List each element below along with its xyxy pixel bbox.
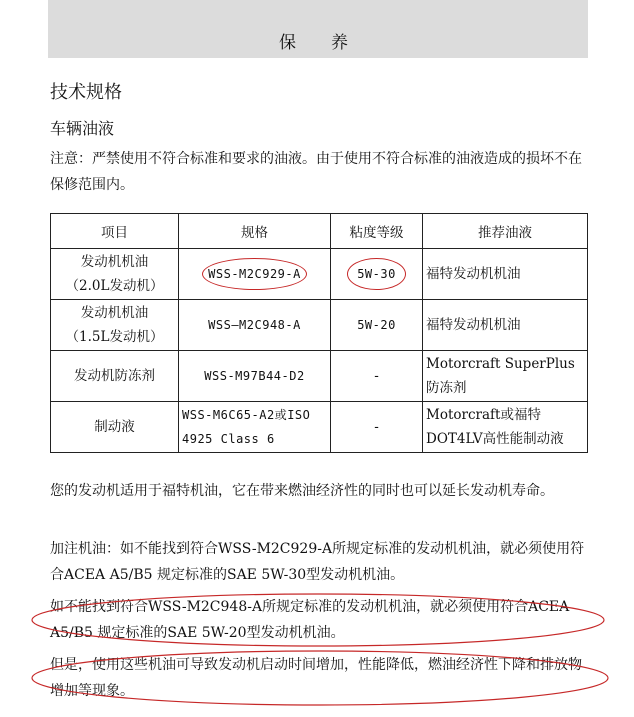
fluid-spec-table xyxy=(50,213,588,453)
paragraph-3: 如不能找到符合WSS-M2C948-A所规定标准的发动机机油，就必须使用符合ACEA A5/B5 规定标准的SAE 5W-20型发动机机油。 xyxy=(50,599,570,641)
fluid-cell: Motorcraft或福特DOT4LV高性能制动液 xyxy=(423,402,588,453)
table-header-cell: 粘度等级 xyxy=(331,214,423,249)
table-header-row xyxy=(51,214,588,249)
grade-cell: - xyxy=(331,402,423,453)
spec-cell: WSS-M97B44-D2 xyxy=(179,351,331,402)
fluid-cell: 福特发动机机油 xyxy=(423,249,588,300)
table-row xyxy=(51,402,588,453)
notice-text: 注意：严禁使用不符合标准和要求的油液。由于使用不符合标准的油液造成的损坏不在保修范围内。 xyxy=(50,151,582,193)
grade-cell: - xyxy=(331,351,423,402)
item-cell: 发动机防冻剂 xyxy=(51,351,179,402)
spec-cell xyxy=(179,249,331,300)
paragraph-4: 但是，使用这些机油可导致发动机启动时间增加，性能降低，燃油经济性下降和排放物增加等现象。 xyxy=(50,657,582,699)
grade-value: 5W-30 xyxy=(357,267,396,281)
section-title: 技术规格 xyxy=(50,82,122,103)
page-title: 保 养 xyxy=(279,33,357,53)
item-cell: 制动液 xyxy=(51,402,179,453)
spec-cell: WSS–M2C948-A xyxy=(179,300,331,351)
table-header-cell: 规格 xyxy=(179,214,331,249)
table-header-cell: 推荐油液 xyxy=(423,214,588,249)
fluid-cell: 福特发动机机油 xyxy=(423,300,588,351)
header-bar xyxy=(48,0,588,58)
spec-cell: WSS-M6C65-A2或ISO 4925 Class 6 xyxy=(179,402,331,453)
grade-cell: 5W-20 xyxy=(331,300,423,351)
fluid-cell: Motorcraft SuperPlus防冻剂 xyxy=(423,351,588,402)
table-row xyxy=(51,351,588,402)
spec-value: WSS-M2C929-A xyxy=(208,267,301,281)
grade-cell xyxy=(331,249,423,300)
item-cell xyxy=(51,249,179,300)
paragraph-1: 您的发动机适用于福特机油，它在带来燃油经济性的同时也可以延长发动机寿命。 xyxy=(50,483,554,499)
item-subtitle: （2.0L发动机） xyxy=(65,278,164,294)
item-subtitle: （1.5L发动机） xyxy=(65,329,164,345)
item-name: 发动机机油 xyxy=(80,305,149,321)
paragraph-2: 加注机油：如不能找到符合WSS-M2C929-A所规定标准的发动机机油，就必须使用符合ACEA A5/B5 规定标准的SAE 5W-30型发动机机油。 xyxy=(50,541,585,583)
table-row xyxy=(51,300,588,351)
item-name: 发动机机油 xyxy=(80,254,149,270)
table-header-cell: 项目 xyxy=(51,214,179,249)
item-cell xyxy=(51,300,179,351)
subsection-title: 车辆油液 xyxy=(50,119,115,138)
table-row xyxy=(51,249,588,300)
